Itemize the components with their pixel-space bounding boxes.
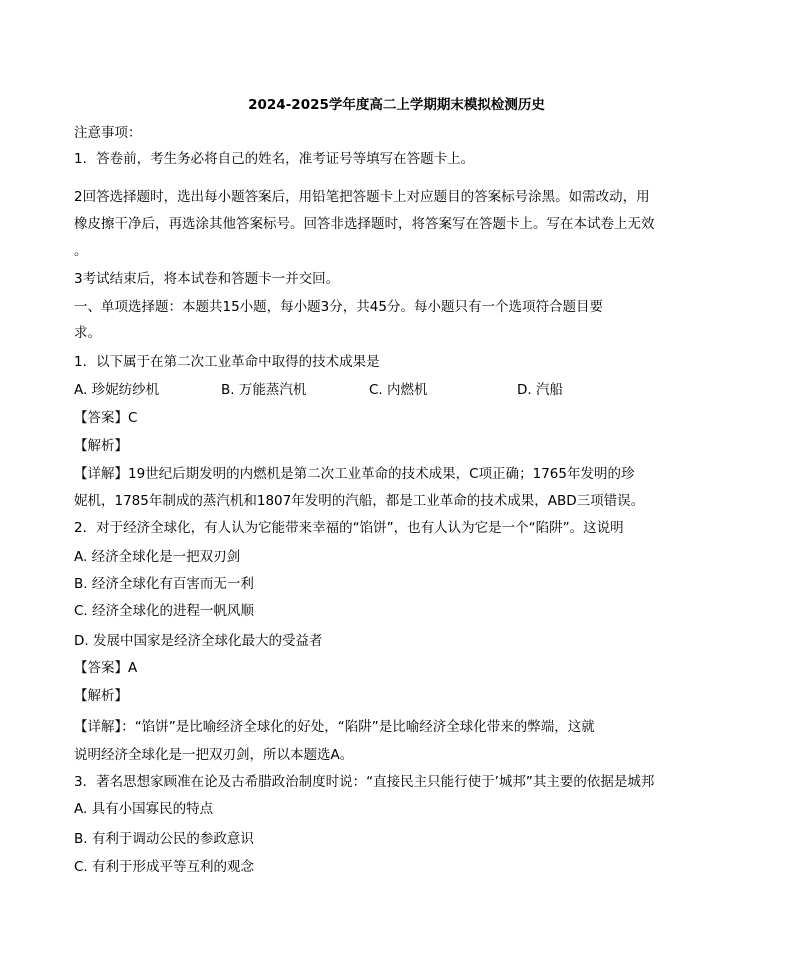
notice-item-2-line-1: 2回答选择题时，选出每小题答案后，用铅笔把答题卡上对应题目的答案标号涂黑。如需改动，用 xyxy=(74,189,650,205)
q2-option-a: A. 经济全球化是一把双刃剑 xyxy=(74,549,241,565)
page-title: 2024-2025学年度高二上学期期末模拟检测历史 xyxy=(248,97,545,113)
notice-item-1: 1．答卷前，考生务必将自己的姓名，准考证号等填写在答题卡上。 xyxy=(74,151,475,167)
q3-option-b: B. 有利于调动公民的参政意识 xyxy=(74,831,254,847)
q2-option-b: B. 经济全球化有百害而无一利 xyxy=(74,576,254,592)
q2-option-d: D. 发展中国家是经济全球化最大的受益者 xyxy=(74,633,323,649)
notice-item-2-line-2: 橡皮擦干净后，再选涂其他答案标号。回答非选择题时，将答案写在答题卡上。写在本试卷上无效 xyxy=(74,216,655,232)
section-heading-line-1: 一、单项选择题：本题共15小题，每小题3分，共45分。每小题只有一个选项符合题目要 xyxy=(74,299,603,315)
section-heading-line-2: 求。 xyxy=(74,325,101,341)
q2-detail-line-1: 【详解】：“馅饼”是比喻经济全球化的好处，“陷阱”是比喻经济全球化带来的弊端，这就 xyxy=(74,719,595,735)
q1-option-a: A. 珍妮纺纱机 xyxy=(74,382,160,398)
notice-heading: 注意事项： xyxy=(74,125,142,141)
q2-analysis-label: 【解析】 xyxy=(74,688,128,704)
q1-detail-line-2: 妮机，1785年制成的蒸汽机和1807年发明的汽船，都是工业革命的技术成果，ABD三项错误。 xyxy=(74,493,645,509)
notice-item-2-line-3: 。 xyxy=(74,243,88,259)
q2-answer: 【答案】A xyxy=(74,660,138,676)
q3-option-a: A. 具有小国寡民的特点 xyxy=(74,801,214,817)
notice-item-3: 3考试结束后，将本试卷和答题卡一并交回。 xyxy=(74,271,340,287)
q1-detail-line-1: 【详解】19世纪后期发明的内燃机是第二次工业革命的技术成果，C项正确；1765年发明的珍 xyxy=(74,466,635,482)
q1-option-b: B. 万能蒸汽机 xyxy=(221,382,307,398)
q3-stem: 3．著名思想家顾准在论及古希腊政治制度时说：“直接民主只能行使于’城邦”其主要的依据是城邦 xyxy=(74,774,655,790)
q2-option-c: C. 经济全球化的进程一帆风顺 xyxy=(74,603,255,619)
q1-option-d: D. 汽船 xyxy=(517,382,563,398)
q3-option-c: C. 有利于形成平等互利的观念 xyxy=(74,859,255,875)
q1-option-c: C. 内燃机 xyxy=(369,382,428,398)
q2-detail-line-2: 说明经济全球化是一把双刃剑，所以本题选A。 xyxy=(74,747,354,763)
q1-answer: 【答案】C xyxy=(74,410,138,426)
q1-analysis-label: 【解析】 xyxy=(74,438,128,454)
q1-stem: 1．以下属于在第二次工业革命中取得的技术成果是 xyxy=(74,354,380,370)
q2-stem: 2．对于经济全球化，有人认为它能带来幸福的“馅饼”，也有人认为它是一个“陷阱”。这说明 xyxy=(74,520,624,536)
